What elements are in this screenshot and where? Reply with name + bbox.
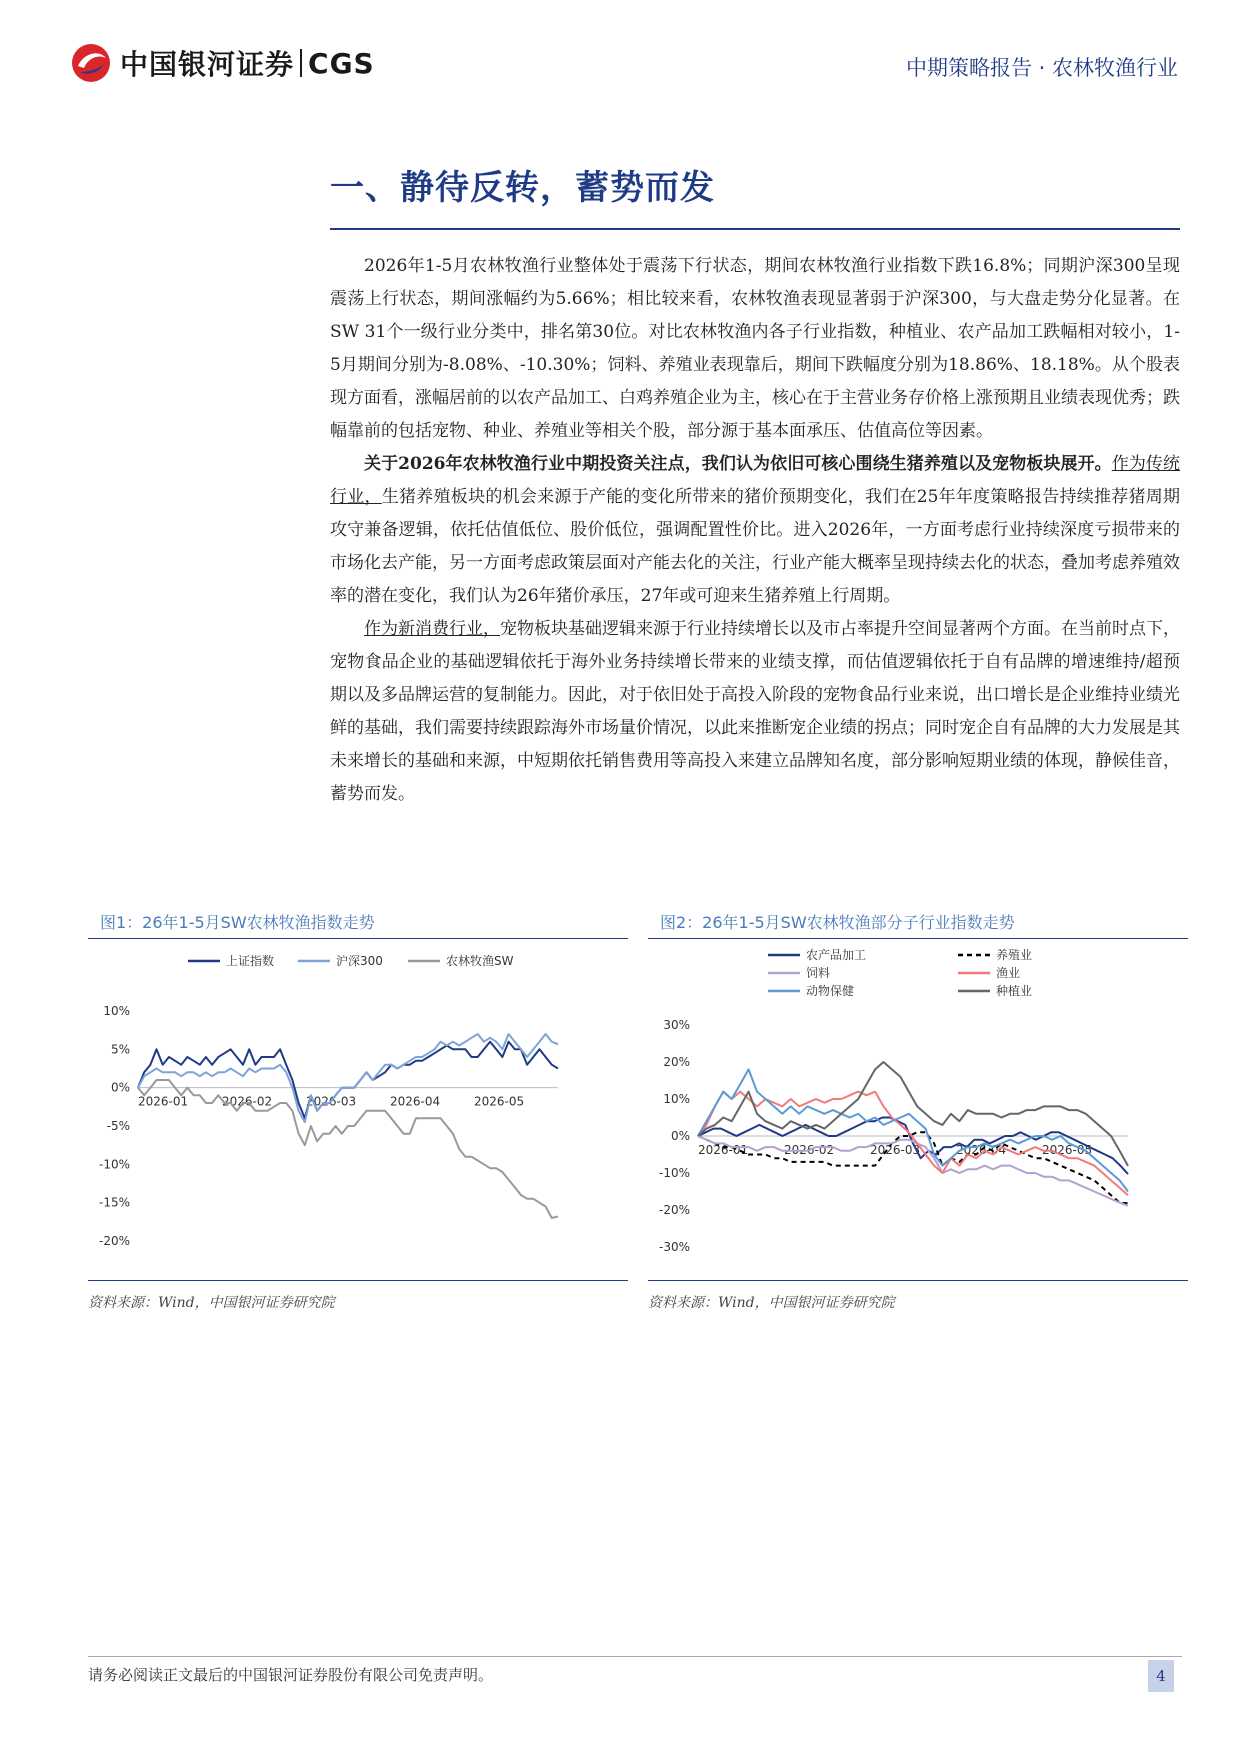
y-tick-label: 5% [110, 1042, 130, 1057]
section-title: 一、静待反转，蓄势而发 [330, 168, 715, 208]
y-tick-label: -30% [658, 1240, 690, 1254]
figure-1-source: 资料来源：Wind，中国银河证券研究院 [88, 1295, 335, 1311]
x-tick-label: 2026-03 [306, 1094, 357, 1109]
y-tick-label: -5% [106, 1119, 130, 1133]
x-tick-label: 2026-01 [138, 1094, 189, 1109]
logo-en: CGS [308, 46, 375, 80]
figure-2 [648, 908, 1188, 1316]
footer-divider [88, 1656, 1182, 1657]
paragraph-3-underline: 作为新消费行业， [364, 619, 500, 639]
y-tick-label: -20% [658, 1203, 690, 1217]
legend-label: 动物保健 [806, 984, 855, 998]
y-tick-label: 20% [663, 1055, 690, 1069]
figure-1 [88, 908, 628, 1316]
chart-2 [648, 939, 1188, 1279]
x-tick-label: 2026-04 [956, 1143, 1007, 1157]
legend-label: 饲料 [806, 966, 831, 980]
y-tick-label: 0% [110, 1080, 130, 1095]
footer-disclaimer: 请务必阅读正文最后的中国银河证券股份有限公司免责声明。 [88, 1666, 494, 1684]
figure-2-source: 资料来源：Wind，中国银河证券研究院 [648, 1295, 895, 1311]
x-tick-label: 2026-03 [870, 1143, 921, 1157]
legend-label: 上证指数 [226, 954, 275, 968]
y-tick-label: -15% [98, 1195, 130, 1210]
page-header [0, 0, 1240, 120]
legend-label: 养殖业 [996, 948, 1033, 962]
paragraph-2-bold: 关于2026年农林牧渔行业中期投资关注点，我们认为依旧可核心围绕生猪养殖以及宠物板块展开。 [364, 454, 1112, 474]
y-tick-label: -20% [98, 1234, 130, 1248]
legend-label: 种植业 [996, 984, 1033, 998]
paragraph-2 [330, 448, 1180, 613]
logo-cn: 中国银河证券 [120, 48, 295, 81]
company-logo [70, 42, 375, 84]
x-tick-label: 2026-01 [698, 1143, 749, 1157]
y-tick-label: -10% [98, 1157, 130, 1172]
figure-2-bottom-rule [648, 1280, 1188, 1281]
page-number: 4 [1148, 1660, 1174, 1692]
paragraph-1: 2026年1-5月农林牧渔行业整体处于震荡下行状态，期间农林牧渔行业指数下跌16.8%；同期沪深300呈现震荡上行状态，期间涨幅约为5.66%；相比较来看，农林牧渔表现显著弱于沪深300，与大盘走势分化显著。在SW 31个一级行业分类中，排名第30位。对比农林牧渔内各子行业指数，种植业、农产品加工跌幅相对较小，1-5月期间分别为-8.08%、-10.30%；饲料、养殖业表现靠后，期间下跌幅度分别为18.86%、18.18%。从个股表现方面看，涨幅居前的以农产品加工、白鸡养殖企业为主，核心在于主营业务存价格上涨预期且业绩表现优秀；跌幅靠前的包括宠物、种业、养殖业等相关个股，部分源于基本面承压、估值高位等因素。 [330, 256, 1180, 441]
paragraph-3 [330, 613, 1180, 811]
y-tick-label: 0% [670, 1129, 690, 1143]
y-tick-label: 10% [103, 1004, 130, 1018]
section-divider [330, 228, 1180, 230]
y-tick-label: 30% [663, 1018, 690, 1032]
paragraph-2-underline: 作为传统行业， [330, 454, 1180, 507]
legend-label: 渔业 [996, 966, 1021, 980]
legend-label: 农林牧渔SW [446, 954, 514, 968]
x-tick-label: 2026-02 [784, 1143, 835, 1157]
legend-label: 沪深300 [336, 954, 383, 968]
series-line [698, 1069, 1128, 1191]
body-text [330, 250, 1180, 811]
x-tick-label: 2026-04 [390, 1094, 441, 1109]
x-tick-label: 2026-05 [1042, 1143, 1093, 1157]
figure-1-title: 图1：26年1-5月SW农林牧渔指数走势 [100, 913, 375, 932]
report-tag: 中期策略报告 · 农林牧渔行业 [905, 56, 1178, 80]
chart-1 [88, 939, 628, 1279]
galaxy-logo-icon [70, 42, 112, 84]
figure-2-title: 图2：26年1-5月SW农林牧渔部分子行业指数走势 [660, 913, 1015, 932]
paragraph-3-text: 宠物板块基础逻辑来源于行业持续增长以及市占率提升空间显著两个方面。在当前时点下，宠物食品企业的基础逻辑依托于海外业务持续增长带来的业绩支撑，而估值逻辑依托于自有品牌的增速维持/超预期以及多品牌运营的复制能力。因此，对于依旧处于高投入阶段的宠物食品行业来说，出口增长是企业维持业绩光鲜的基础，我们需要持续跟踪海外市场量价情况，以此来推断宠企业绩的拐点；同时宠企自有品牌的大力发展是其未来增长的基础和来源，中短期依托销售费用等高投入来建立品牌知名度，部分影响短期业绩的体现，静候佳音，蓄势而发。 [330, 619, 1180, 804]
figure-1-bottom-rule [88, 1280, 628, 1281]
y-tick-label: -10% [658, 1166, 690, 1180]
y-tick-label: 10% [663, 1092, 690, 1106]
logo-divider [300, 49, 302, 77]
x-tick-label: 2026-02 [222, 1094, 273, 1109]
x-tick-label: 2026-05 [474, 1094, 525, 1109]
paragraph-2-text: 生猪养殖板块的机会来源于产能的变化所带来的猪价预期变化，我们在25年年度策略报告持续推荐猪周期攻守兼备逻辑，依托估值低位、股价低位，强调配置性价比。进入2026年，一方面考虑行业持续深度亏损带来的市场化去产能，另一方面考虑政策层面对产能去化的关注，行业产能大概率呈现持续去化的状态，叠加考虑养殖效率的潜在变化，我们认为26年猪价承压，27年或可迎来生猪养殖上行周期。 [330, 487, 1180, 606]
legend-label: 农产品加工 [806, 948, 867, 962]
